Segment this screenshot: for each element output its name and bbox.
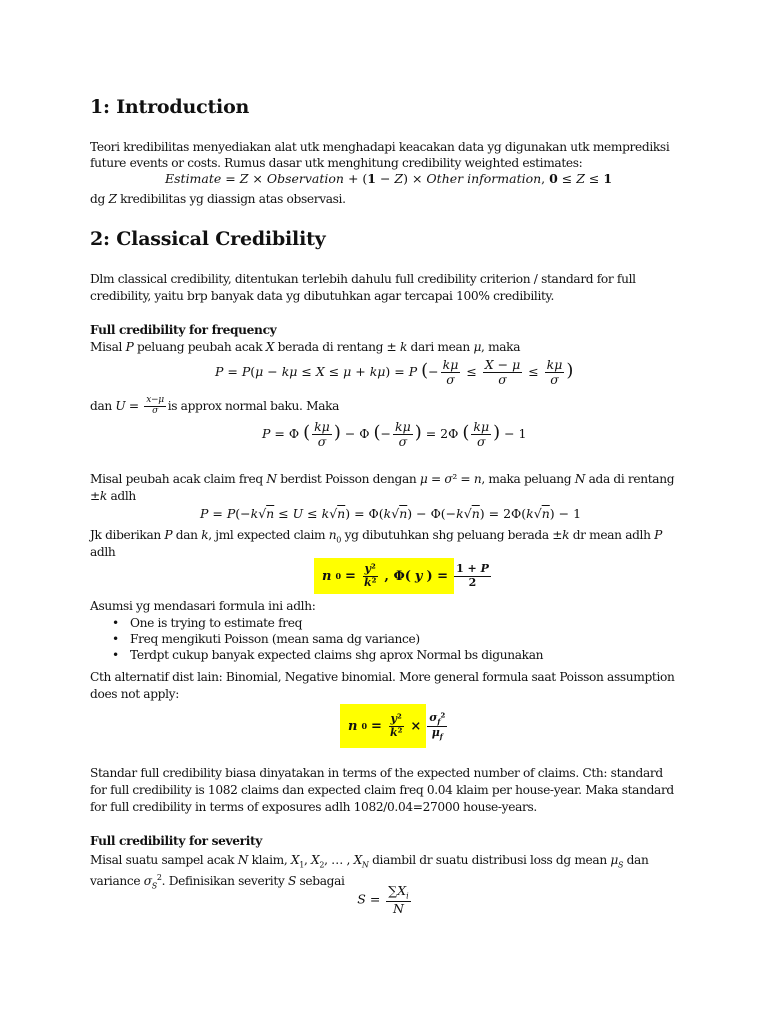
severity-formula: S = $\frac{\sum X_i}{N}$ xyxy=(357,883,409,917)
severity-line-1: Misal suatu sampel acak N klaim, $X_1$, $X_2$, … , $X_N$ diambil dr suatu distribusi loss dg mean $\mu_S$ dan xyxy=(90,853,649,870)
frequency-formula-1: P = P(μ − kμ ≤ X ≤ μ + kμ) = P (− $\frac{k\mu}{\sigma}$ ≤ $\frac{X - \mu}{\sigma}$ ≤ $\frac{k\mu}{\sigma}$ ) xyxy=(215,357,574,387)
frequency-line-1: Misal P peluang peubah acak X berada di rentang ± k dari mean μ, maka xyxy=(90,340,521,354)
given-line-2: adlh xyxy=(90,545,116,559)
classical-intro-line-2: credibility, yaitu brp banyak data yg dibutuhkan agar tercapai 100% credibility. xyxy=(90,289,554,303)
formula-text: Estimate = Z × Observation + (1 − Z) × Other information, 0 ≤ Z ≤ 1 xyxy=(165,171,613,186)
frequency-line-2: dan U = $\frac{x-\mu}{\sigma}$ is approx normal baku. Maka xyxy=(90,395,340,416)
list-item: • Terdpt cukup banyak expected claims shg aprox Normal bs digunakan xyxy=(112,648,544,662)
intro-paragraph-line-2: future events or costs. Rumus dasar utk menghitung credibility weighted estimates: xyxy=(90,156,583,170)
section-2-heading: 2: Classical Credibility xyxy=(90,228,326,250)
section-1-heading: 1: Introduction xyxy=(90,96,250,118)
assumptions-list xyxy=(90,615,690,663)
general-formula-box: n 0 = $\frac{\text{y²}}{\text{k²}}$ × $\frac{\sigma_f^2}{\mu_f}$ xyxy=(340,704,426,748)
frequency-formula-2: P = Φ ( $\frac{k\mu}{\sigma}$ ) − Φ (− $\frac{k\mu}{\sigma}$ ) = 2Φ ( $\frac{k\mu}{\sigma}$ ) − 1 xyxy=(262,419,527,449)
alternative-line-2: does not apply: xyxy=(90,687,179,701)
severity-subheading: Full credibility for severity xyxy=(90,834,263,848)
severity-line-2: variance $\sigma_S^2$. Definisikan severity S sebagai xyxy=(90,873,345,891)
standard-line-2: for full credibility is 1082 claims dan expected claim freq 0.04 klaim per house-year. Maka standard xyxy=(90,783,674,797)
standard-line-3: for full credibility in terms of exposures adlh 1082/0.04=27000 house-years. xyxy=(90,800,537,814)
list-item: • One is trying to estimate freq xyxy=(112,616,303,630)
intro-paragraph-line-1: Teori kredibilitas menyediakan alat utk menghadapi keacakan data yg digunakan utk memprediksi xyxy=(90,140,670,154)
classical-intro-line-1: Dlm classical credibility, ditentukan terlebih dahulu full credibility criterion / standard for full xyxy=(90,272,636,286)
intro-paragraph-2: dg Z kredibilitas yg diassign atas observasi. xyxy=(90,192,346,206)
given-line-1: Jk diberikan P dan k, jml expected claim $n_0$ yg dibutuhkan shg peluang berada ±k dr mean adlh P xyxy=(90,528,662,545)
poisson-formula: P = P(−k√n ≤ U ≤ k√n) = Φ(k√n) − Φ(−k√n) = 2Φ(k√n) − 1 xyxy=(200,506,582,521)
credibility-estimate-formula xyxy=(165,171,613,186)
poisson-line-1: Misal peubah acak claim freq N berdist Poisson dengan μ = σ² = n, maka peluang N ada di rentang xyxy=(90,472,675,486)
assumptions-heading: Asumsi yg mendasari formula ini adlh: xyxy=(90,599,316,613)
full-credibility-formula-box: n 0 = $\frac{\text{y²}}{\text{k²}}$ , Φ( y ) = $\frac{1 + P}{2}$ xyxy=(314,558,454,594)
list-item: • Freq mengikuti Poisson (mean sama dg variance) xyxy=(112,632,420,646)
standard-line-1: Standar full credibility biasa dinyatakan in terms of the expected number of claims. Cth: standard xyxy=(90,766,663,780)
frequency-subheading: Full credibility for frequency xyxy=(90,323,277,337)
poisson-line-2: ±k adlh xyxy=(90,489,136,503)
alternative-line-1: Cth alternatif dist lain: Binomial, Negative binomial. More general formula saat Poisson assumption xyxy=(90,670,675,684)
